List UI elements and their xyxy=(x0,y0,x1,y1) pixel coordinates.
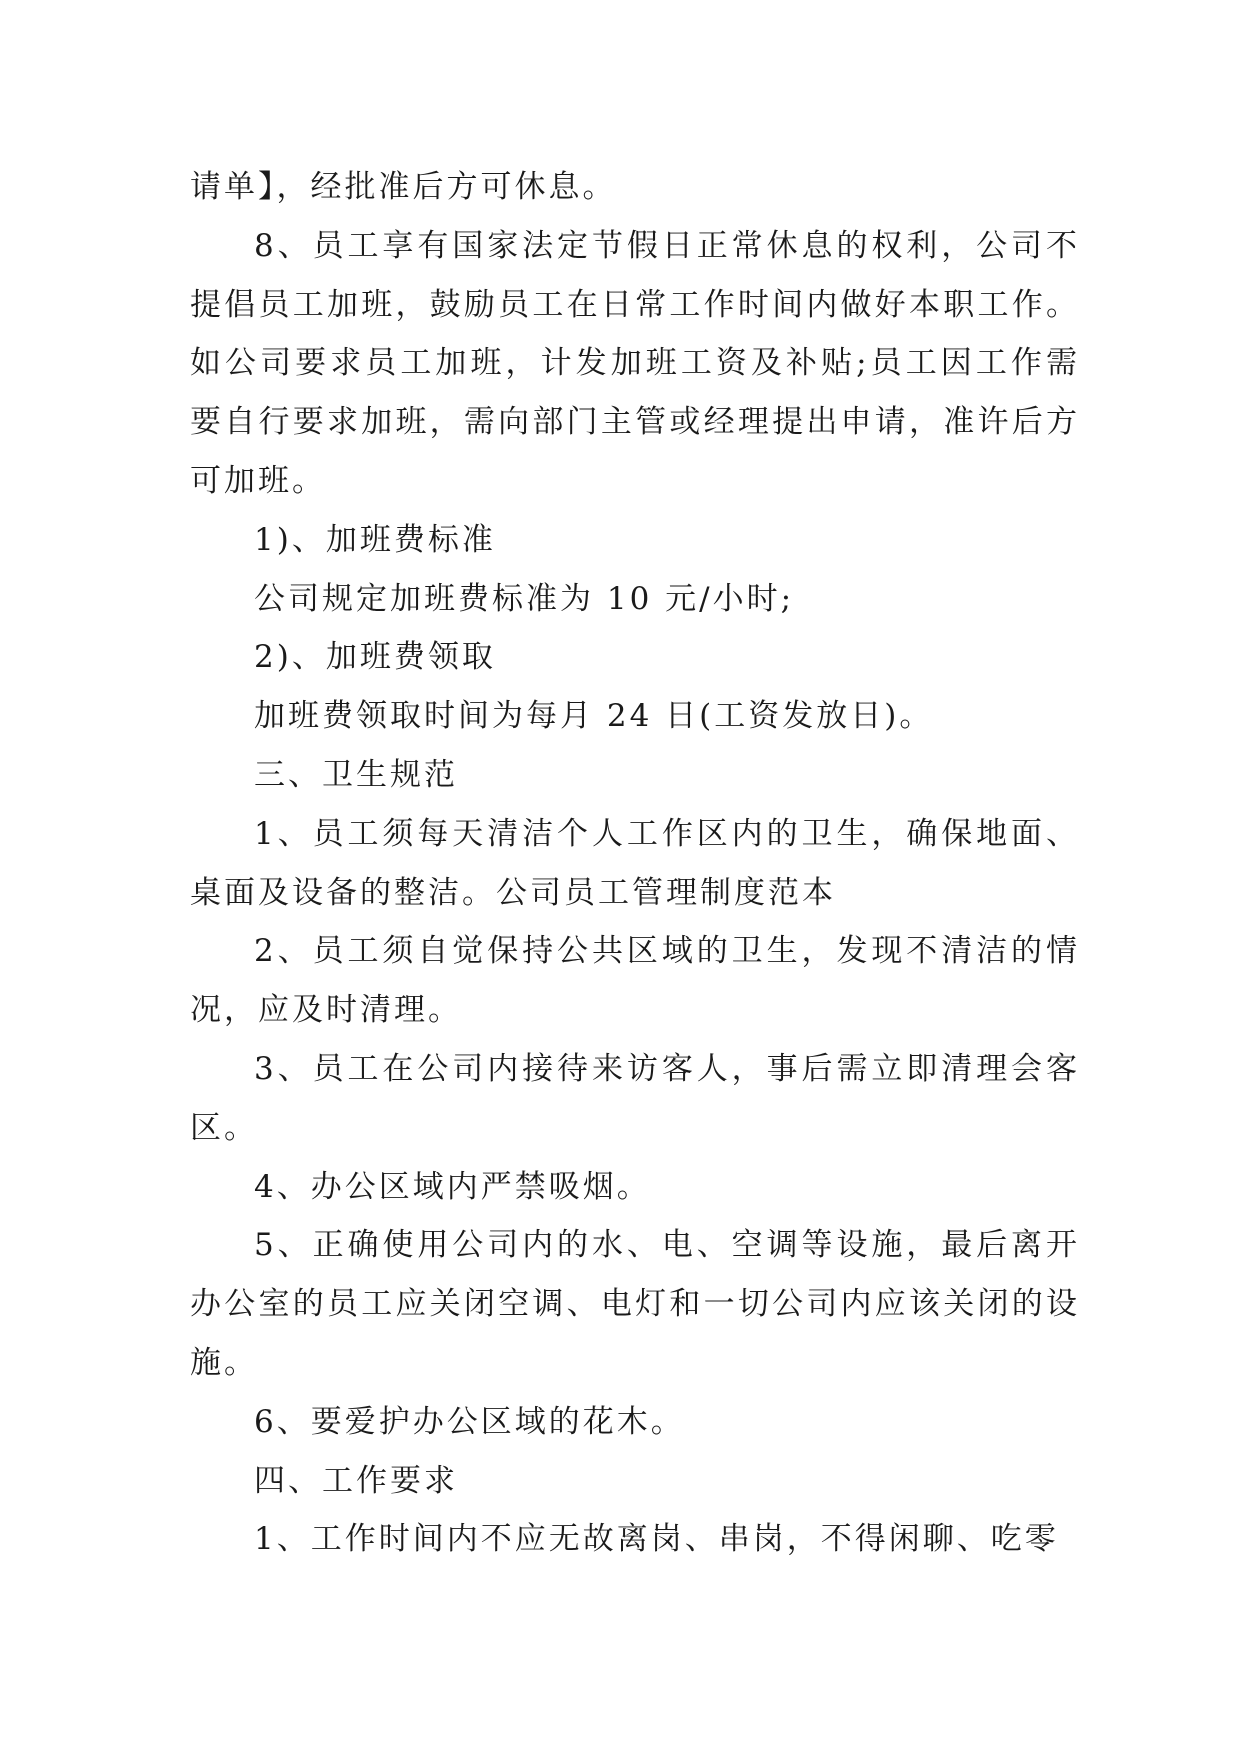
paragraph-hygiene-2: 2、员工须自觉保持公共区域的卫生，发现不清洁的情况，应及时清理。 xyxy=(190,933,1080,1029)
section-heading-hygiene: 三、卫生规范 xyxy=(254,756,458,793)
paragraph-hygiene-5: 5、正确使用公司内的水、电、空调等设施，最后离开办公室的员工应关闭空调、电灯和一切公司内应该关闭的设施。 xyxy=(190,1227,1080,1381)
section-heading-work-requirements: 四、工作要求 xyxy=(254,1462,458,1499)
paragraph-hygiene-1: 1、员工须每天清洁个人工作区内的卫生，确保地面、桌面及设备的整洁。公司员工管理制度范本 xyxy=(190,815,1080,911)
paragraph-overtime-standard-heading: 1)、加班费标准 xyxy=(254,521,496,558)
paragraph-work-requirement-1: 1、工作时间内不应无故离岗、串岗，不得闲聊、吃零 xyxy=(254,1521,1059,1558)
paragraph-holiday-overtime: 8、员工享有国家法定节假日正常休息的权利，公司不提倡员工加班，鼓励员工在日常工作时间内做好本职工作。如公司要求员工加班，计发加班工资及补贴;员工因工作需要自行要求加班，需向部门主管或经理提出申请，准许后方可加班。 xyxy=(190,227,1080,499)
paragraph-overtime-standard: 公司规定加班费标准为 10 元/小时; xyxy=(254,580,795,617)
paragraph-overtime-collection-heading: 2)、加班费领取 xyxy=(254,639,496,676)
paragraph-leave-approval: 请单】，经批准后方可休息。 xyxy=(190,169,617,205)
document-body xyxy=(190,158,1080,1569)
paragraph-hygiene-6: 6、要爱护办公区域的花木。 xyxy=(254,1403,685,1440)
paragraph-hygiene-3: 3、员工在公司内接待来访客人，事后需立即清理会客区。 xyxy=(190,1050,1080,1146)
paragraph-overtime-collection: 加班费领取时间为每月 24 日(工资发放日)。 xyxy=(254,698,934,735)
paragraph-hygiene-4: 4、办公区域内严禁吸烟。 xyxy=(254,1168,651,1205)
